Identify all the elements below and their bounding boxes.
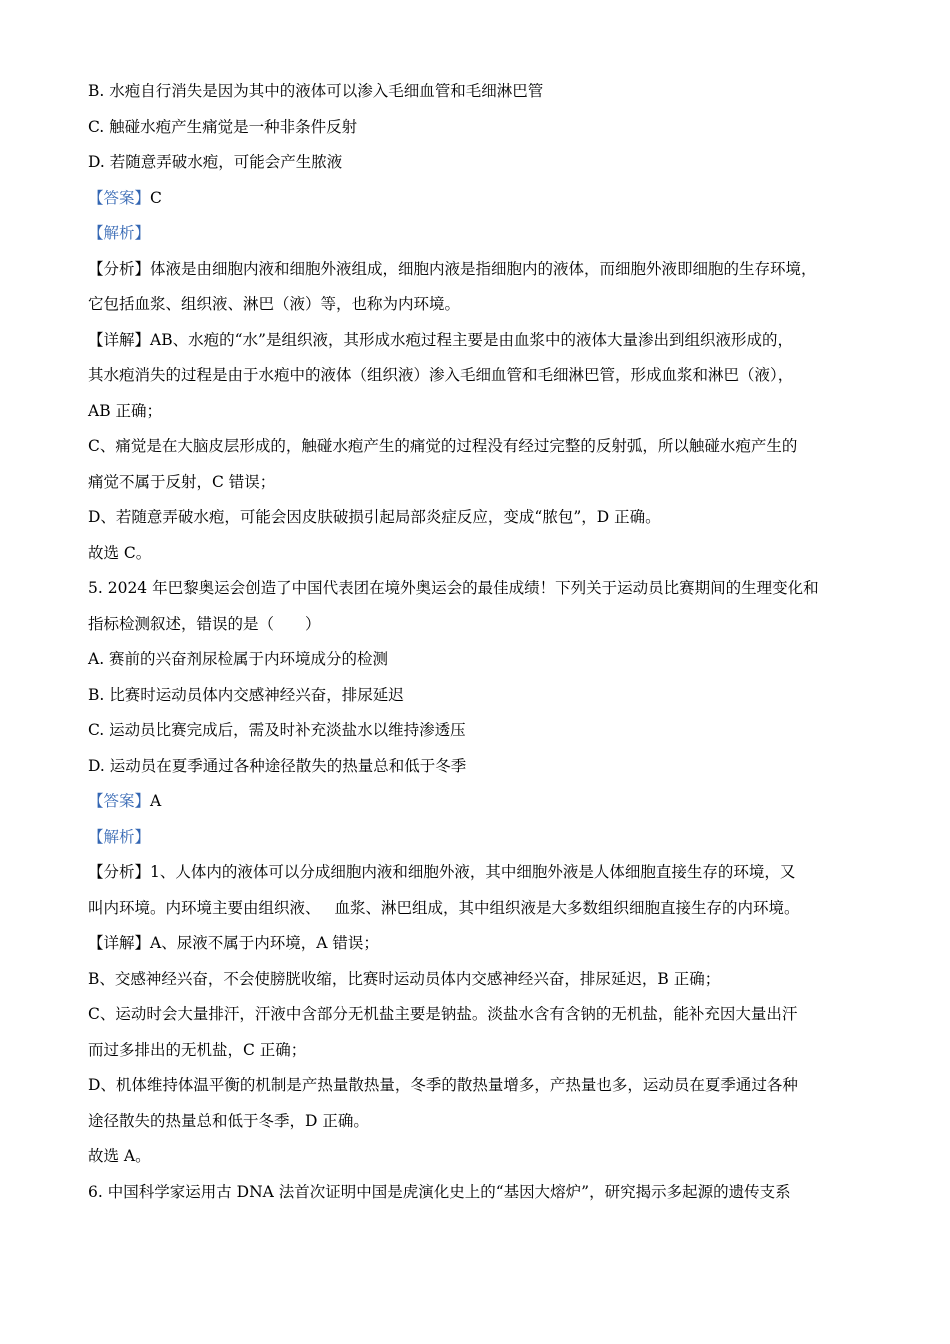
q5-fenxi-line-2 bbox=[88, 891, 868, 927]
q4-detail-line-1 bbox=[88, 323, 868, 359]
q5-option-d: D. 运动员在夏季通过各种途径散失的热量总和低于冬季 bbox=[88, 756, 467, 775]
answer-tag: 【答案】 bbox=[88, 188, 151, 207]
analysis-tag: 【解析】 bbox=[88, 827, 151, 846]
q4-fenxi-line-2: 它包括血浆、组织液、淋巴（液）等，也称为内环境。 bbox=[88, 295, 461, 313]
q4-detail-line-2: 其水疱消失的过程是由于水疱中的液体（组织液）渗入毛细血管和毛细淋巴管，形成血浆和淋巴（液）， bbox=[88, 366, 794, 384]
q4-option-c: C. 触碰水疱产生痛觉是一种非条件反射 bbox=[88, 117, 358, 136]
q5-detail-b: B、交感神经兴奋，不会使膀胱收缩，比赛时运动员体内交感神经兴奋，排尿延迟，B 正确； bbox=[88, 969, 721, 988]
q4-option-d: D. 若随意弄破水疱，可能会产生脓液 bbox=[88, 153, 343, 171]
q5-detail-d-line-2: 途径散失的热量总和低于冬季，D 正确。 bbox=[88, 1111, 369, 1130]
q5-option-c: C. 运动员比赛完成后，需及时补充淡盐水以维持渗透压 bbox=[88, 721, 466, 739]
answer-tag: 【答案】 bbox=[88, 792, 151, 810]
fenxi-text-a: 叫内环境。内环境主要由组织液、 bbox=[88, 898, 321, 917]
answer-value: C bbox=[150, 188, 162, 207]
q5-stem-line-2: 指标检测叙述，错误的是（ ） bbox=[88, 614, 321, 633]
q4-detail-c-line-2: 痛觉不属于反射，C 错误； bbox=[88, 472, 276, 491]
q4-detail-line-3: AB 正确； bbox=[88, 401, 163, 420]
q5-detail-c-line-2: 而过多排出的无机盐，C 正确； bbox=[88, 1040, 307, 1059]
q5-detail-d-line-1: D、机体维持体温平衡的机制是产热量散热量，冬季的散热量增多，产热量也多，运动员在夏季通过各种 bbox=[88, 1076, 798, 1094]
q5-detail-c-line-1: C、运动时会大量排汗，汗液中含部分无机盐主要是钠盐。淡盐水含有含钠的无机盐，能补充因大量出汗 bbox=[88, 1005, 798, 1023]
q5-detail-a bbox=[88, 926, 868, 962]
q5-option-a: A. 赛前的兴奋剂尿检属于内环境成分的检测 bbox=[88, 650, 389, 668]
q5-conclusion: 故选 A。 bbox=[88, 1147, 151, 1165]
analysis-tag: 【解析】 bbox=[88, 224, 151, 242]
q5-answer bbox=[88, 784, 868, 820]
fenxi-text: 1、人体内的液体可以分成细胞内液和细胞外液，其中细胞外液是人体细胞直接生存的环境，又 bbox=[150, 863, 796, 881]
detail-tag: 【详解】 bbox=[88, 934, 151, 952]
q4-analysis-heading bbox=[88, 216, 868, 252]
fenxi-tag: 【分析】 bbox=[88, 863, 151, 881]
fenxi-text-b: 血浆、淋巴组成，其中组织液是大多数组织细胞直接生存的内环境。 bbox=[334, 898, 800, 917]
detail-tag: 【详解】 bbox=[88, 330, 151, 349]
detail-text: AB、水疱的“水”是组织液，其形成水疱过程主要是由血浆中的液体大量渗出到组织液形成的， bbox=[150, 330, 793, 349]
q5-option-b: B. 比赛时运动员体内交感神经兴奋，排尿延迟 bbox=[88, 685, 404, 704]
q5-analysis-heading bbox=[88, 820, 868, 856]
fenxi-text: 体液是由细胞内液和细胞外液组成，细胞内液是指细胞内的液体，而细胞外液即细胞的生存环境， bbox=[150, 259, 817, 278]
answer-value: A bbox=[150, 792, 162, 810]
q4-option-b: B. 水疱自行消失是因为其中的液体可以渗入毛细血管和毛细淋巴管 bbox=[88, 82, 544, 100]
fenxi-tag: 【分析】 bbox=[88, 259, 151, 278]
detail-text: A、尿液不属于内环境，A 错误； bbox=[150, 934, 379, 952]
q5-fenxi-line-1 bbox=[88, 855, 868, 891]
q4-detail-d: D、若随意弄破水疱，可能会因皮肤破损引起局部炎症反应，变成“脓包”，D 正确。 bbox=[88, 508, 661, 526]
q4-conclusion: 故选 C。 bbox=[88, 543, 152, 562]
q5-stem-line-1: 5. 2024 年巴黎奥运会创造了中国代表团在境外奥运会的最佳成绩！下列关于运动员比赛期间的生理变化和 bbox=[88, 579, 819, 597]
q6-stem-line-1: 6. 中国科学家运用古 DNA 法首次证明中国是虎演化史上的“基因大熔炉”，研究揭示多起源的遗传支系 bbox=[88, 1182, 791, 1201]
q4-answer bbox=[88, 181, 868, 217]
q4-fenxi-line-1 bbox=[88, 252, 868, 288]
q4-detail-c-line-1: C、痛觉是在大脑皮层形成的，触碰水疱产生的痛觉的过程没有经过完整的反射弧，所以触碰水疱产生的 bbox=[88, 437, 798, 455]
document-page bbox=[88, 74, 868, 1210]
